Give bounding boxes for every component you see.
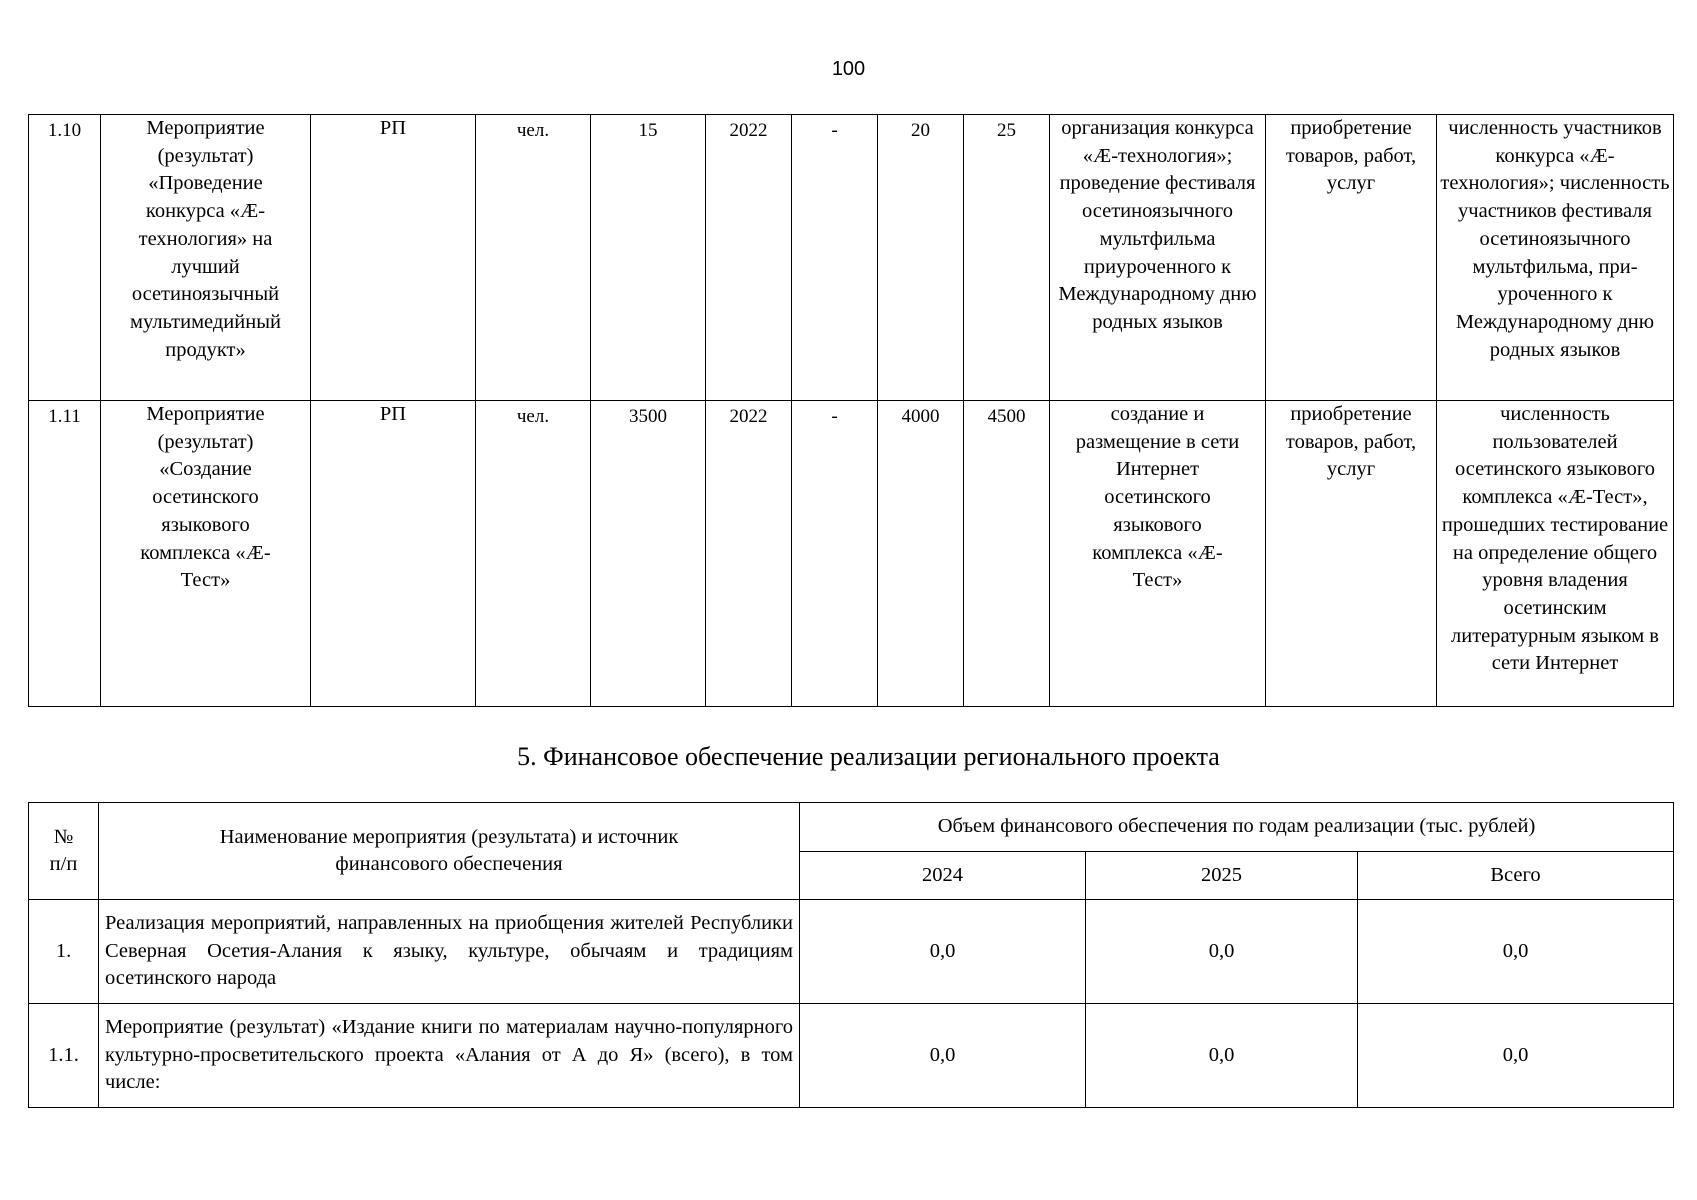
page-number: 100: [831, 58, 866, 80]
table-row: [29, 115, 1674, 401]
activity-name: Мероприятие (результат) «Проведение конкурса «Æ-технология» на лучший осетиноязычный мультимедийный продукт»: [101, 115, 311, 401]
activity-unit: чел.: [476, 115, 591, 401]
activity-value-b: 20: [878, 115, 964, 401]
activity-number: 1.11: [29, 401, 101, 707]
header-total: Всего: [1358, 852, 1674, 900]
activity-base-year: 2022: [706, 115, 792, 401]
activities-table: [28, 114, 1674, 707]
header-year-2025: 2025: [1086, 852, 1358, 900]
header-volume: Объем финансового обеспечения по годам реализации (тыс. рублей): [800, 803, 1674, 852]
finance-row-name: Мероприятие (результат) «Издание книги по материалам научно-популярного культурно-просветительского проекта «Алания от А до Я» (всего), в том числе:: [99, 1004, 800, 1108]
activity-level: РП: [311, 115, 476, 401]
finance-row-2025: 0,0: [1086, 900, 1358, 1004]
finance-row-total: 0,0: [1358, 900, 1674, 1004]
activity-value-c: 4500: [964, 401, 1050, 707]
activity-value-a: -: [792, 115, 878, 401]
table-row: [29, 1004, 1674, 1108]
activity-characteristic: численность участников конкурса «Æ-технология»; численность участников фестиваля осетиноязычного мультфильма, при-уроченного к Международному дню родных языков: [1437, 115, 1674, 401]
finance-row-total: 0,0: [1358, 1004, 1674, 1108]
activity-description: организация конкурса «Æ-технология»; проведение фестиваля осетиноязычного мультфильма приуроченного к Международному дню родных языков: [1050, 115, 1266, 401]
activity-value-b: 4000: [878, 401, 964, 707]
activity-description: создание и размещение в сети Интернет осетинского языкового комплекса «Æ-Тест»: [1050, 401, 1266, 707]
activity-characteristic: численность пользователей осетинского языкового комплекса «Æ-Тест», прошедших тестирование на определение общего уровня владения осетинским литературным языком в сети Интернет: [1437, 401, 1674, 707]
table-row: [29, 401, 1674, 707]
activity-base-value: 15: [591, 115, 706, 401]
activity-unit: чел.: [476, 401, 591, 707]
finance-row-number: 1.1.: [29, 1004, 99, 1108]
activity-number: 1.10: [29, 115, 101, 401]
activity-type: приобретение товаров, работ, услуг: [1266, 115, 1437, 401]
section-title: 5. Финансовое обеспечение реализации регионального проекта: [517, 742, 1220, 771]
header-year-2024: 2024: [800, 852, 1086, 900]
finance-table: [28, 802, 1674, 1108]
activity-base-year: 2022: [706, 401, 792, 707]
activity-value-c: 25: [964, 115, 1050, 401]
activity-level: РП: [311, 401, 476, 707]
finance-header-row: [29, 803, 1674, 852]
finance-row-number: 1.: [29, 900, 99, 1004]
activity-value-a: -: [792, 401, 878, 707]
header-number: № п/п: [29, 803, 99, 900]
activity-base-value: 3500: [591, 401, 706, 707]
table-row: [29, 900, 1674, 1004]
finance-row-2024: 0,0: [800, 900, 1086, 1004]
activity-name: Мероприятие (результат) «Создание осетинского языкового комплекса «Æ-Тест»: [101, 401, 311, 707]
finance-row-2025: 0,0: [1086, 1004, 1358, 1108]
finance-row-2024: 0,0: [800, 1004, 1086, 1108]
header-name: Наименование мероприятия (результата) и источник финансового обеспечения: [99, 803, 800, 900]
activity-type: приобретение товаров, работ, услуг: [1266, 401, 1437, 707]
finance-row-name: Реализация мероприятий, направленных на приобщения жителей Республики Северная Осетия-Алания к языку, культуре, обычаям и традициям осетинского народа: [99, 900, 800, 1004]
